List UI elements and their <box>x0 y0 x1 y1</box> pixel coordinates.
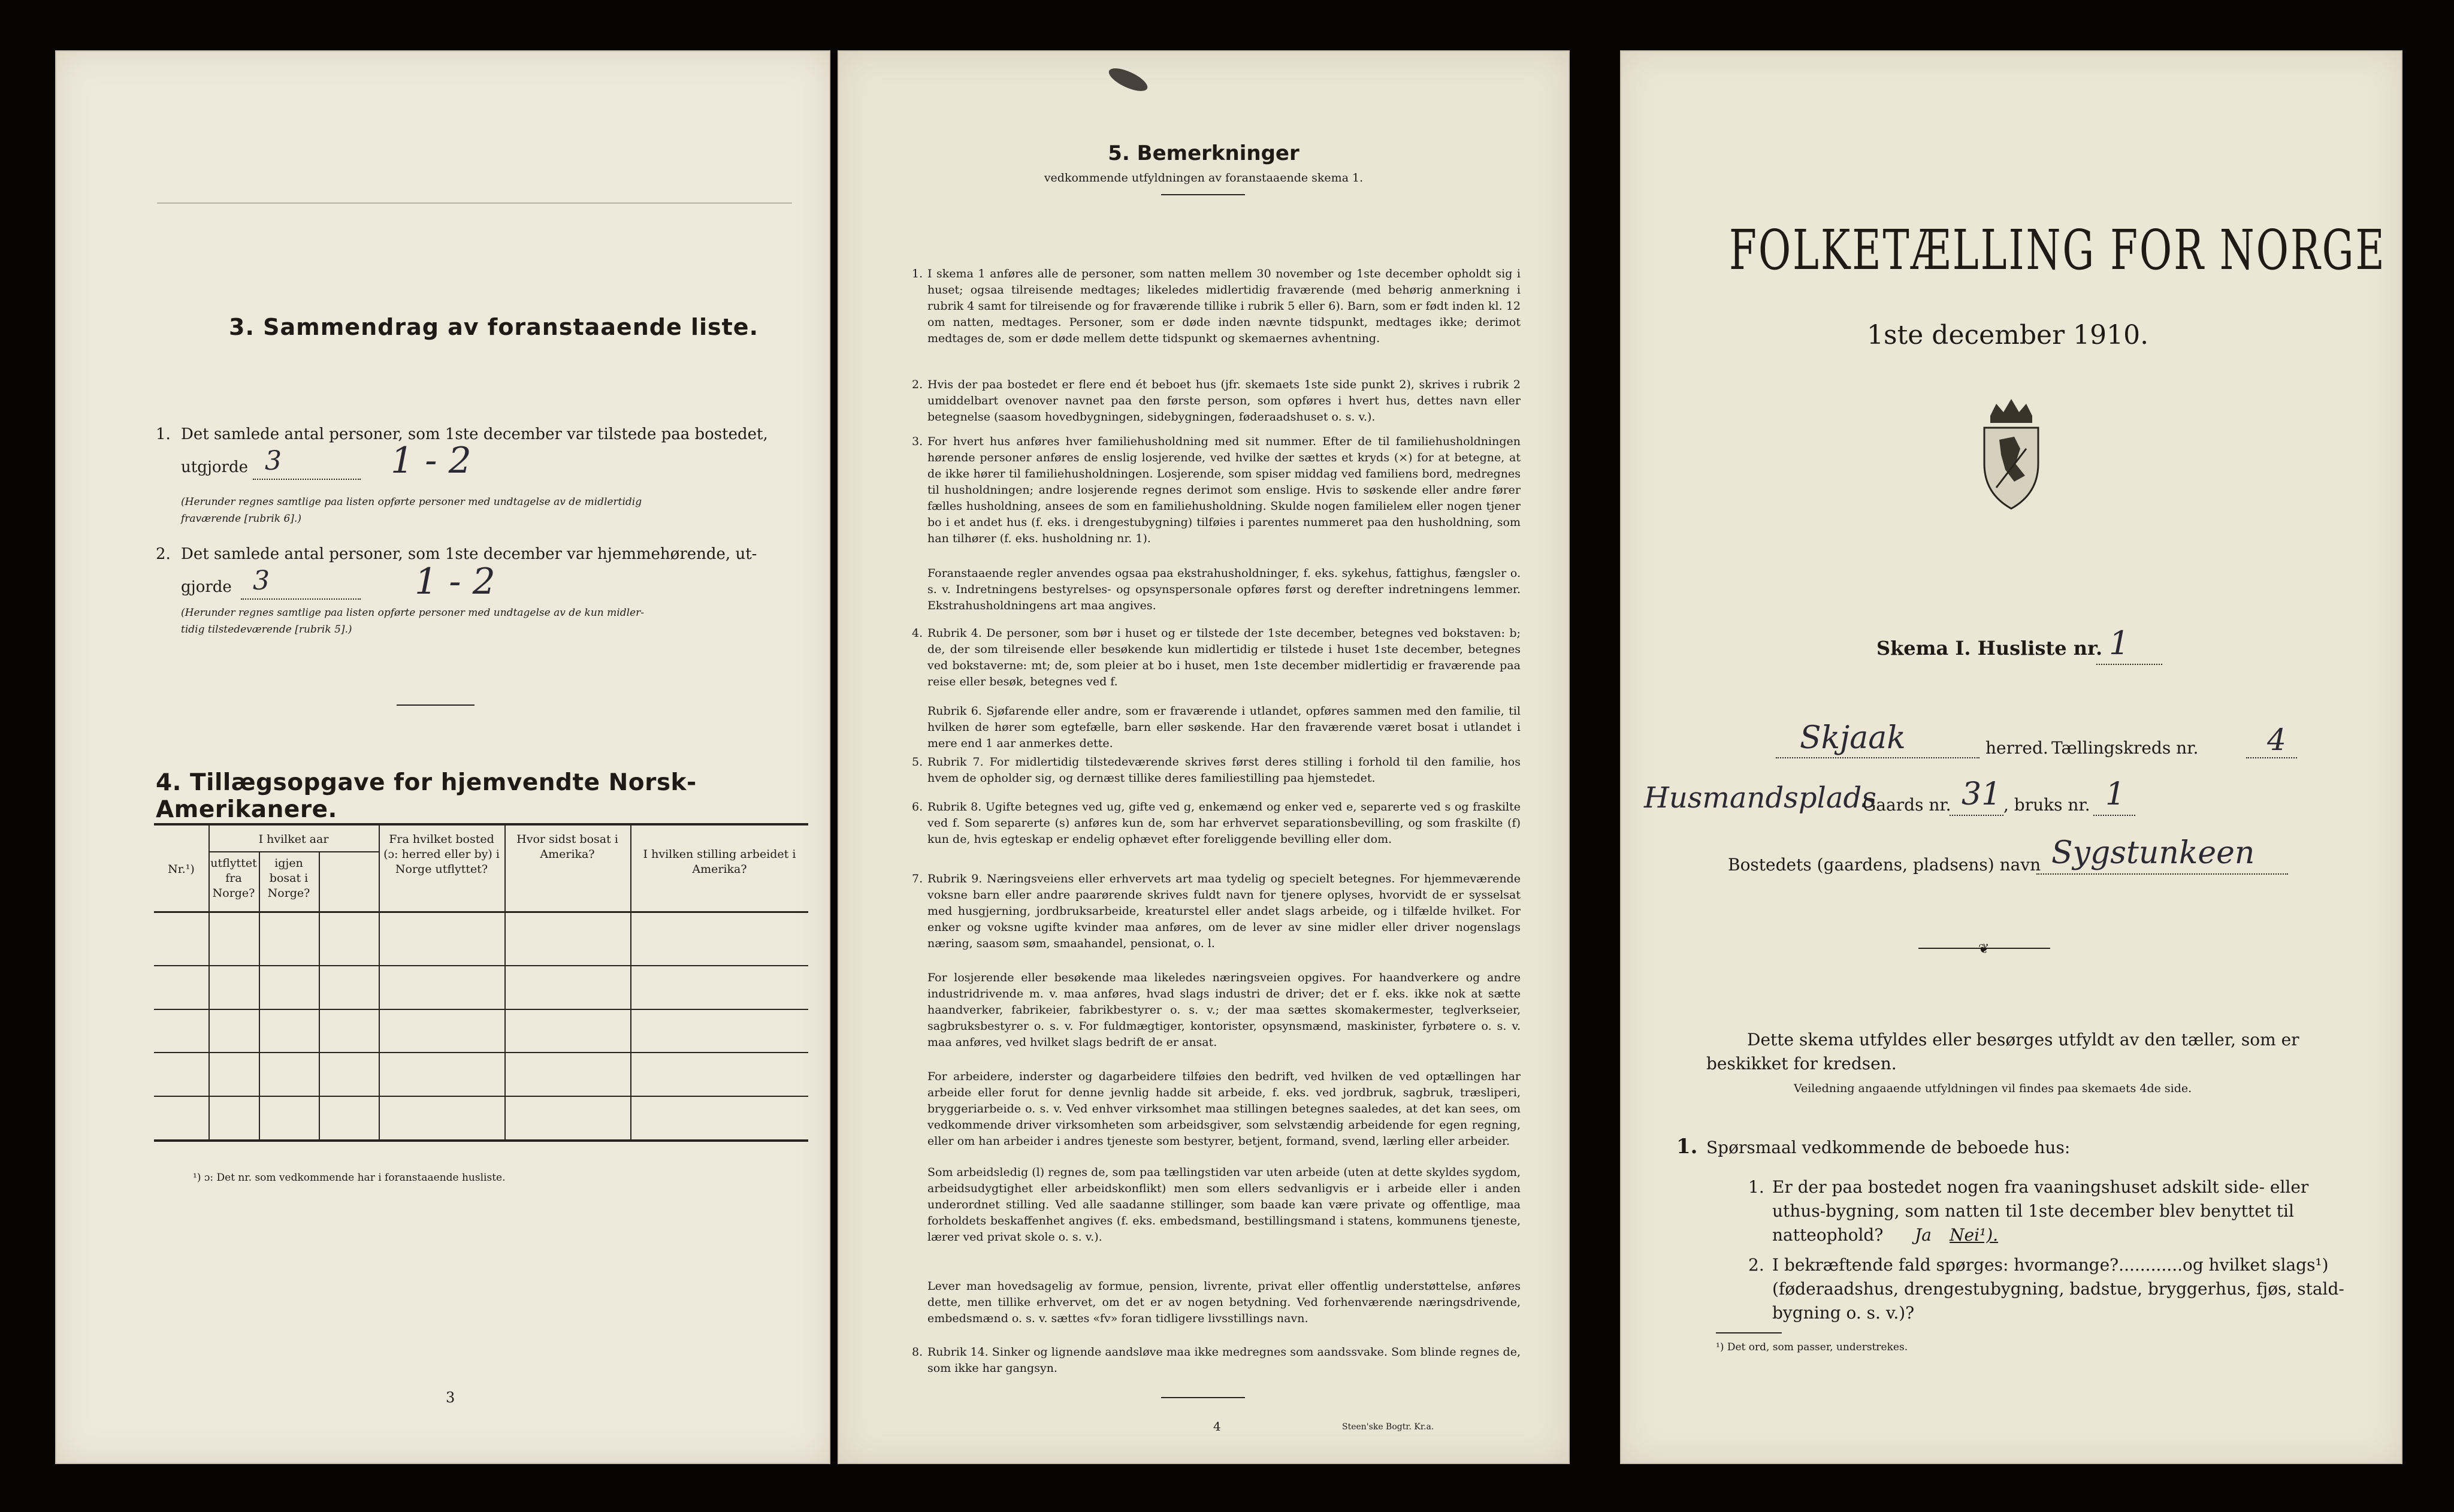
q2-line-c: bygning o. s. v.)? <box>1772 1303 1915 1323</box>
item1-handwritten: 1 - 2 <box>391 440 472 482</box>
col-stilling: I hvilken stilling arbeidet i Amerika? <box>643 848 796 876</box>
remark-number: 1. <box>912 267 923 280</box>
questions-header: Spørsmaal vedkommende de beboede hus: <box>1706 1138 2071 1157</box>
page-3-summary <box>55 50 830 1464</box>
table-header-rule <box>154 911 808 913</box>
col-nr: Nr.¹) <box>168 863 195 876</box>
page-4-remarks <box>838 50 1570 1464</box>
item1-note-b: fraværende [rubrik 6].) <box>181 513 301 525</box>
item1-field-line <box>253 479 361 480</box>
remarks-subheader: vedkommende utfyldningen av foranstaaende skema 1. <box>1044 171 1364 185</box>
remark-number: 2. <box>912 378 923 391</box>
col-utflyttet: utflyttet fra Norge? <box>210 857 257 900</box>
section3-title: 3. Sammendrag av foranstaaende liste. <box>229 314 759 340</box>
guidance-note: Veiledning angaaende utfyldningen vil findes paa skemaets 4de side. <box>1794 1082 2192 1095</box>
remark-item <box>912 799 1521 848</box>
remark-text: Rubrik 6. Sjøfarende eller andre, som er fraværende i utlandet, opføres sammen med den familie, til hvilken de hører som egtefælle, barn eller søskende. Har den fraværende været bosat i utlandet i mere end 1 aar anmerkes dette. <box>927 704 1521 750</box>
section3-item1-num: 1. <box>156 425 171 443</box>
remark-text: For arbeidere, inderster og dagarbeidere tilføies den bedrift, ved hvilken de ved optællingen har arbeide eller forut for denne jevnlig hadde sit arbeide, f. eks. ved jordbruk, sagbruk, træsliperi, bryggeriarbeide o. s. v. Ved enhver virksomhet maa stillingen betegnes saaledes, at det kan sees, om vedkommende driver virksomheten som arbeidsgiver, som selvstændig arbeidende for egen regning, eller om han arbeider i andres tjeneste som bestyrer, betjent, formand, svend, lærling eller arbeider. <box>927 1070 1521 1148</box>
intro-line-a: Dette skema utfyldes eller besørges utfyldt av den tæller, som er <box>1747 1030 2299 1050</box>
remark-number: 5. <box>912 755 923 769</box>
header-rule <box>1161 194 1245 195</box>
col-group-aar: I hvilket aar <box>258 833 329 846</box>
item2-field-line <box>241 598 361 600</box>
q1-line-b: uthus-bygning, som natten til 1ste december blev benyttet til <box>1772 1201 2294 1221</box>
remark-number: 6. <box>912 800 923 814</box>
remark-text: Rubrik 4. De personer, som bør i huset og er tilstede der 1ste december, betegnes ved bokstaven: b; de, der som tilreisende eller besøkende kun midlertidig er tilstede i huset 1ste december, betegnes ved bokstaverne: mt; de, som pleier at bo i huset, men 1ste december midlertidig er fraværende paa reise eller besøk, betegnes ved f. <box>927 627 1521 688</box>
col-hvor-bosat: Hvor sidst bosat i Amerika? <box>516 833 618 861</box>
page-number-4: 4 <box>1213 1419 1221 1434</box>
remark-text: Hvis der paa bostedet er flere end ét beboet hus (jfr. skemaets 1ste side punkt 2), skrives i rubrik 2 umiddelbart ovenover navnet paa den første person, som opføres i hvert hus, dettes navn eller betegnelse (saasom hovedbygningen, sidebygningen, føderaadshuset o. s. v.). <box>927 378 1521 424</box>
herred-field-line <box>1776 757 1979 758</box>
remark-text: Foranstaaende regler anvendes ogsaa paa ekstrahusholdninger, f. eks. sykehus, fattighus, fængsler o. s. v. Indretningens bestyrelses- og opsynspersonale opføres først og derefter indretningens lemmer. Ekstrahusholdningens art maa angives. <box>927 567 1521 612</box>
footer-rule <box>1161 1397 1245 1398</box>
bosted-field-line <box>2036 873 2288 875</box>
remark-item <box>912 266 1521 347</box>
footnote-rule <box>1716 1332 1782 1333</box>
remark-item <box>927 566 1521 614</box>
table-row-rule <box>154 1096 808 1097</box>
page-number-3: 3 <box>446 1389 455 1406</box>
q1-nei-underlined: Nei¹). <box>1950 1225 1999 1245</box>
remark-item <box>927 970 1521 1051</box>
gaards-value: 31 <box>1962 776 2002 812</box>
husliste-nr-value: 1 <box>2109 624 2130 662</box>
right-footnote: ¹) Det ord, som passer, understrekes. <box>1716 1341 1908 1353</box>
remark-item <box>912 434 1521 547</box>
item1-value: 3 <box>265 446 282 476</box>
remark-text: Som arbeidsledig (l) regnes de, som paa tællingstiden var uten arbeide (uten at dette skyldes sygdom, arbeidsudygtighet eller arbeidskonflikt) men som ellers sedvanligvis er i arbeide eller i anden underordnet stilling. Ved alle saadanne stillinger, som baade kan være private og offentlige, maa forholdets beskaffenhet angives (f. eks. embedsmand, bestillingsmand i statens, kommunens tjeneste, lærer ved privat skole o. s. v.). <box>927 1166 1521 1244</box>
form-date: 1ste december 1910. <box>1867 320 2149 350</box>
kreds-label: Tællingskreds nr. <box>2051 738 2199 758</box>
herred-value: Skjaak <box>1800 720 1906 756</box>
coat-of-arms-emblem <box>1972 392 2050 514</box>
item1-note-a: (Herunder regnes samtlige paa listen opførte personer med undtagelse av de midlertidig <box>181 496 642 508</box>
section3-item2-text: Det samlede antal personer, som 1ste december var hjemmehørende, ut- <box>181 545 757 563</box>
remark-number: 3. <box>912 435 923 448</box>
remark-number: 4. <box>912 627 923 640</box>
remark-item <box>912 754 1521 787</box>
section3-item2-prefix: gjorde <box>181 578 232 596</box>
remark-item <box>927 1278 1521 1327</box>
bruks-field-line <box>2093 815 2135 816</box>
place-type-value: Husmandsplads <box>1644 781 1876 815</box>
section4-footnote: ¹) ɔ: Det nr. som vedkommende har i foranstaaende husliste. <box>193 1172 506 1184</box>
remark-text: For hvert hus anføres hver familiehusholdning med sit nummer. Efter de til familiehusholdningen hørende personer anføres de enslig losjerende, ved hvilke der sættes et kryds (×) for at betegne, at de ikke hører til familiehusholdningen. Losjerende, som spiser middag ved familiens bord, medregnes til husholdningen; andre losjerende regnes derimot som enslige. Hvis to søskende eller andre fører fælles husholdning, ansees de som en familiehusholdning. Skulde nogen familieleм eller nogen tjener bo i et andet hus (f. eks. i drengestubygning) tilføies i parentes nummeret paa den husholdning, som han tilhører (f. eks. husholdning nr. 1). <box>927 435 1521 545</box>
table-group-rule <box>208 851 379 852</box>
remark-number: 7. <box>912 872 923 885</box>
item2-note-b: tidig tilstedeværende [rubrik 5].) <box>181 624 352 636</box>
remark-item <box>912 871 1521 952</box>
remark-item <box>927 1069 1521 1150</box>
remark-item <box>927 1165 1521 1245</box>
ornament-icon: ❦ <box>1978 942 1990 957</box>
remarks-header: 5. Bemerkninger <box>1108 141 1299 165</box>
q2-line-a: I bekræftende fald spørges: hvormange?............og hvilket slags¹) <box>1772 1255 2329 1275</box>
remark-text: Rubrik 8. Ugifte betegnes ved ug, gifte ved g, enkemænd og enker ved e, separerte ved s og fraskilte ved f. Som separerte (s) anføres kun de, som har erhvervet separationsbevilling, og som fraskilte (f) kun de, hvis egteskap er endelig ophævet efter foreliggende bevilling eller dom. <box>927 800 1521 846</box>
section-divider <box>397 704 475 706</box>
remark-text: Rubrik 9. Næringsveiens eller erhvervets art maa tydelig og specielt betegnes. For hjemmeværende voksne barn eller andre paarørende skrives fuldt navn for tjenere oplyses, hvorvidt de er sysselsat med husgjerning, jordbruksarbeide, kreaturstel eller andet slags arbeide, og i tilfælde hvilket. For enker og voksne ugifte kvinder maa anføres, om de lever av sine midler eller driver nogenslags næring, saasom søm, smaahandel, pensionat, o. l. <box>927 872 1521 950</box>
bruks-label: , bruks nr. <box>2003 795 2090 815</box>
table-row-rule <box>154 1009 808 1010</box>
q2-num: 2. <box>1748 1255 1764 1275</box>
table-row-rule <box>154 1052 808 1053</box>
husliste-field-line <box>2096 664 2162 665</box>
table-row-rule <box>154 965 808 966</box>
q1-num: 1. <box>1748 1177 1764 1197</box>
item2-note-a: (Herunder regnes samtlige paa listen opførte personer med undtagelse av de kun midler- <box>181 607 644 619</box>
q2-line-b: (føderaadshus, drengestubygning, badstue, bryggerhus, fjøs, stald- <box>1772 1279 2344 1299</box>
gaards-field-line <box>1950 815 2003 816</box>
herred-label: herred. <box>1985 738 2048 758</box>
bosted-label: Bostedets (gaardens, pladsens) navn <box>1728 855 2041 875</box>
table-col-divider <box>504 824 506 1141</box>
item2-value: 3 <box>253 566 270 596</box>
questions-num: 1. <box>1676 1135 1698 1159</box>
table-bottom-rule <box>154 1139 808 1142</box>
ink-blot <box>1106 63 1150 95</box>
kreds-field-line <box>2246 757 2297 758</box>
remark-number: 8. <box>912 1345 923 1359</box>
faint-rule <box>157 202 792 204</box>
remark-text: I skema 1 anføres alle de personer, som natten mellem 30 november og 1ste december opholdt sig i huset; ogsaa tilreisende medtages; likeledes midlertidig fraværende (med behørig anmerkning i rubrik 4 samt for tilreisende og for fraværende tillike i rubrik 5 eller 6). Barn, som er født inden kl. 12 om natten, medtages. Personer, som er døde inden nævnte tidspunkt, medtages ikke; derimot medtages de, som er døde mellem dette tidspunkt og skemaernes avhentning. <box>927 267 1521 345</box>
remark-text: Lever man hovedsagelig av formue, pension, livrente, privat eller offentlig understøttelse, anføres dette, men tillike erhvervet, om det er av nogen betydning. Ved forhenværende næringsdrivende, embedsmænd o. s. v. sættes «fv» foran tidligere livsstillings navn. <box>927 1280 1521 1325</box>
skema-label: Skema I. Husliste nr. <box>1876 637 2103 660</box>
col-igjen-bosat: igjen bosat i Norge? <box>267 857 310 900</box>
col-fra-bosted: Fra hvilket bosted (ɔ: herred eller by) i Norge utflyttet? <box>383 833 500 876</box>
q1-line-c: natteophold? <box>1772 1225 1884 1245</box>
form-title: FOLKETÆLLING FOR NORGE <box>1729 218 2386 282</box>
section3-item1-prefix: utgjorde <box>181 458 249 476</box>
q1-line-a: Er der paa bostedet nogen fra vaaningshuset adskilt side- eller <box>1772 1177 2309 1197</box>
section4-title: 4. Tillægsopgave for hjemvendte Norsk-Amerikanere. <box>156 769 697 823</box>
remark-text: Rubrik 14. Sinker og lignende aandsløve maa ikke medregnes som aandssvake. Som blinde regnes de, som ikke har gangsyn. <box>927 1345 1521 1375</box>
item2-handwritten: 1 - 2 <box>415 561 495 603</box>
bosted-value: Sygstunkeen <box>2051 835 2255 871</box>
remark-item <box>912 625 1521 690</box>
section3-item2-num: 2. <box>156 545 171 563</box>
bruks-value: 1 <box>2105 776 2126 812</box>
intro-line-b: beskikket for kredsen. <box>1706 1054 1897 1073</box>
section3-item1-text: Det samlede antal personer, som 1ste december var tilstede paa bostedet, <box>181 425 768 443</box>
gaards-label: Gaards nr. <box>1863 795 1951 815</box>
q1-ja: Ja <box>1915 1225 1932 1245</box>
printer-mark: Steen'ske Bogtr. Kr.a. <box>1342 1422 1434 1432</box>
remark-item <box>912 1344 1521 1377</box>
remark-text: Rubrik 7. For midlertidig tilstedeværende skrives først deres stilling i forhold til den familie, hos hvem de opholder sig, og dernæst tillike deres familiestilling paa hjemstedet. <box>927 755 1521 785</box>
table-col-divider <box>319 851 320 1141</box>
table-top-rule <box>154 823 808 825</box>
remark-item <box>912 377 1521 425</box>
kreds-value: 4 <box>2267 722 2286 757</box>
remark-text: For losjerende eller besøkende maa likeledes næringsveien opgives. For haandverkere og andre industridrivende m. v. maa anføres, hvad slags industri de driver; det er f. eks. ikke nok at sætte haandverker, fabrikeier, fabrikbestyrer o. s. v.; der maa sættes skomakermester, teglverkseier, sagbruksbestyrer o. s. v. For fuldmægtiger, kontorister, opsynsmænd, maskinister, fyrbøtere o. s. v. maa anføres, ved hvilket slags bedrift de er ansat. <box>927 971 1521 1049</box>
page-1-cover <box>1620 50 2402 1464</box>
remark-item <box>927 703 1521 752</box>
